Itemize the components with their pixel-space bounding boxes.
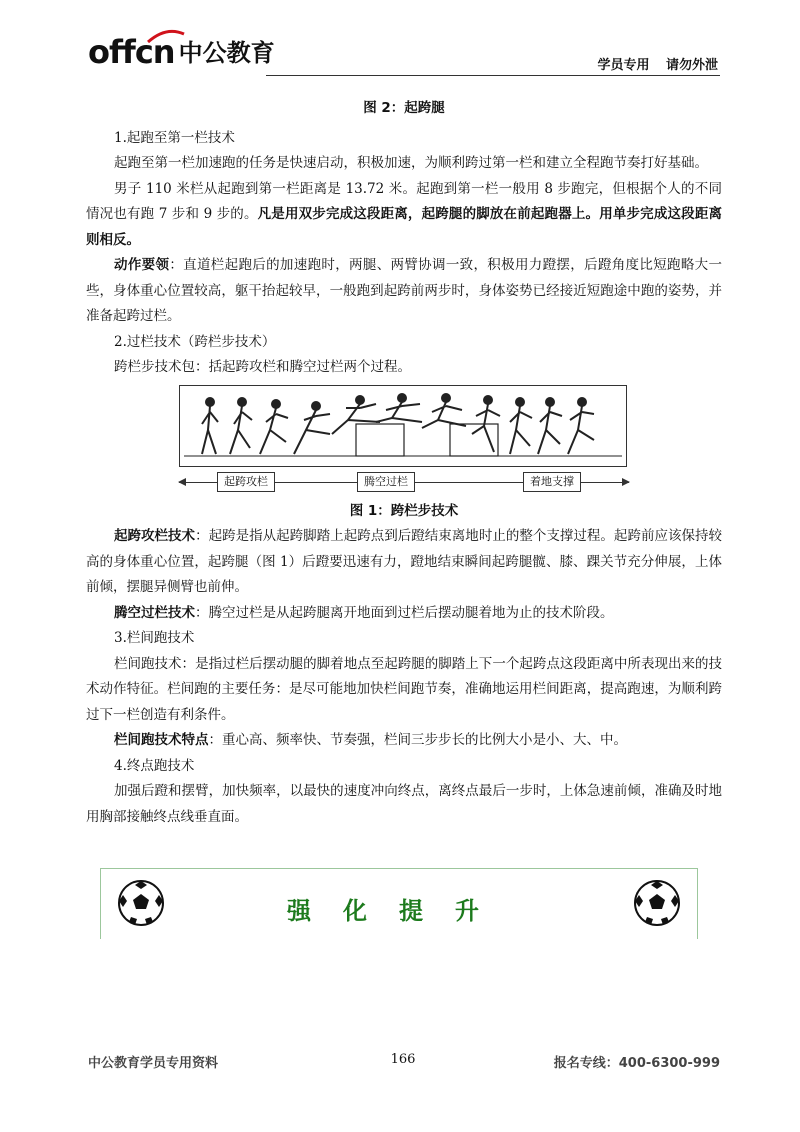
term-flight-technique: 腾空过栏技术 [114, 604, 195, 621]
figure-phase-labels [179, 467, 629, 499]
tag-members-only: 学员专用 [597, 58, 650, 73]
reinforce-banner [100, 868, 698, 939]
paragraph-flight-technique [86, 601, 722, 627]
heading-between-hurdles: 3.栏间跑技术 [114, 630, 195, 646]
footer-hotline: 报名专线：400-6300-999 [553, 1056, 720, 1071]
heading-finish-run: 4.终点跑技术 [114, 757, 195, 774]
offcn-logo [88, 34, 275, 70]
header-tags [585, 54, 718, 73]
label-takeoff-attack: 起跨攻栏 [217, 472, 275, 492]
takeoff-text: ：起跨是指从起跨脚踏上起跨点到后蹬结束离地时止的整个支撑过程。起跨前应该保持较高的身体重心位置，起跨腿（图 1）后蹬要迅速有力，蹬地结束瞬间起跨腿髋、膝、踝关节充分伸展，上体前倾，摆腿异侧臂也前伸。 [86, 528, 723, 595]
caption-figure-2: 图 2：起跨腿 [363, 100, 445, 116]
paragraph-between-hurdles-features [86, 728, 722, 754]
arrow-left-icon [178, 478, 186, 486]
soccer-ball-icon [633, 879, 681, 927]
banner-title: 强化提升 [287, 896, 511, 925]
term-between-features: 栏间跑技术特点 [114, 732, 209, 748]
paragraph-start-task: 起跑至第一栏加速跑的任务是快速启动，积极加速，为顺利跨过第一栏和建立全程跑节奏打好基础。 [114, 155, 708, 171]
tag-no-distribution: 请勿外泄 [665, 58, 718, 73]
paragraph-110m-distance [86, 177, 722, 254]
page-content [86, 96, 722, 830]
paragraph-hurdle-step: 跨栏步技术包：括起跨攻栏和腾空过栏两个过程。 [114, 359, 411, 375]
paragraph-takeoff-technique [86, 524, 722, 601]
between-features-text: ：重心高、频率快、节奏强，栏间三步步长的比例大小是小、大、中。 [208, 732, 627, 748]
heading-hurdle-clearance: 2.过栏技术（跨栏步技术） [114, 333, 276, 350]
action-key-text: ：直道栏起跑后的加速跑时，两腿、两臂协调一致，积极用力蹬摆，后蹬角度比短跑略大一些，身体重心位置较高，躯干抬起较早，一般跑到起跨前两步时，身体姿势已经接近短跑途中跑的姿势，并准备起跨过栏。 [86, 257, 723, 324]
page-header [88, 30, 720, 82]
caption-figure-1: 图 1：跨栏步技术 [349, 502, 459, 519]
logo-chinese: 中公教育 [178, 39, 275, 67]
label-flight-clearance: 腾空过栏 [357, 472, 415, 492]
term-action-key: 动作要领 [114, 257, 170, 273]
paragraph-between-hurdles: 栏间跑技术：是指过栏后摆动腿的脚着地点至起跨腿的脚踏上下一个起跨点这段距离中所表现出来的技术动作特征。栏间跑的主要任务：是尽可能地加快栏间跑节奏，准确地运用栏间距离，提高跑速，为顺利跨过下一栏创造有利条件。 [86, 655, 722, 723]
page-number: 166 [390, 1052, 416, 1067]
header-rule [266, 75, 720, 76]
paragraph-action-key [86, 253, 722, 330]
label-landing-support: 着地支撑 [523, 472, 581, 492]
logo-swoosh-icon [146, 28, 186, 44]
hurdle-sequence-image [179, 385, 627, 467]
arrow-right-icon [622, 478, 630, 486]
heading-start-to-first-hurdle: 1.起跑至第一栏技术 [114, 129, 235, 146]
distance-text: 男子 110 米栏从起跑到第一栏距离是 13.72 米。起跑到第一栏一般用 8 步跑完，但根据个人的不同情况也有跑 7 步和 9 步的。 [86, 180, 722, 222]
paragraph-finish-run: 加强后蹬和摆臂，加快频率，以最快的速度冲向终点，离终点最后一步时，上体急速前倾，准确及时地用胸部接触终点线垂直面。 [86, 783, 722, 825]
logo-latin: offcn [88, 33, 175, 71]
distance-bold-note: 凡是用双步完成这段距离，起跨腿的脚放在前起跑器上。用单步完成这段距离则相反。 [86, 206, 722, 248]
footer-material-label: 中公教育学员专用资料 [88, 1056, 219, 1071]
hurdle-step-figure [179, 385, 629, 499]
hurdler-sequence-icon [180, 386, 626, 466]
flight-text: ：腾空过栏是从起跨腿离开地面到过栏后摆动腿着地为止的技术阶段。 [195, 604, 614, 621]
term-takeoff-technique: 起跨攻栏技术 [114, 528, 196, 544]
